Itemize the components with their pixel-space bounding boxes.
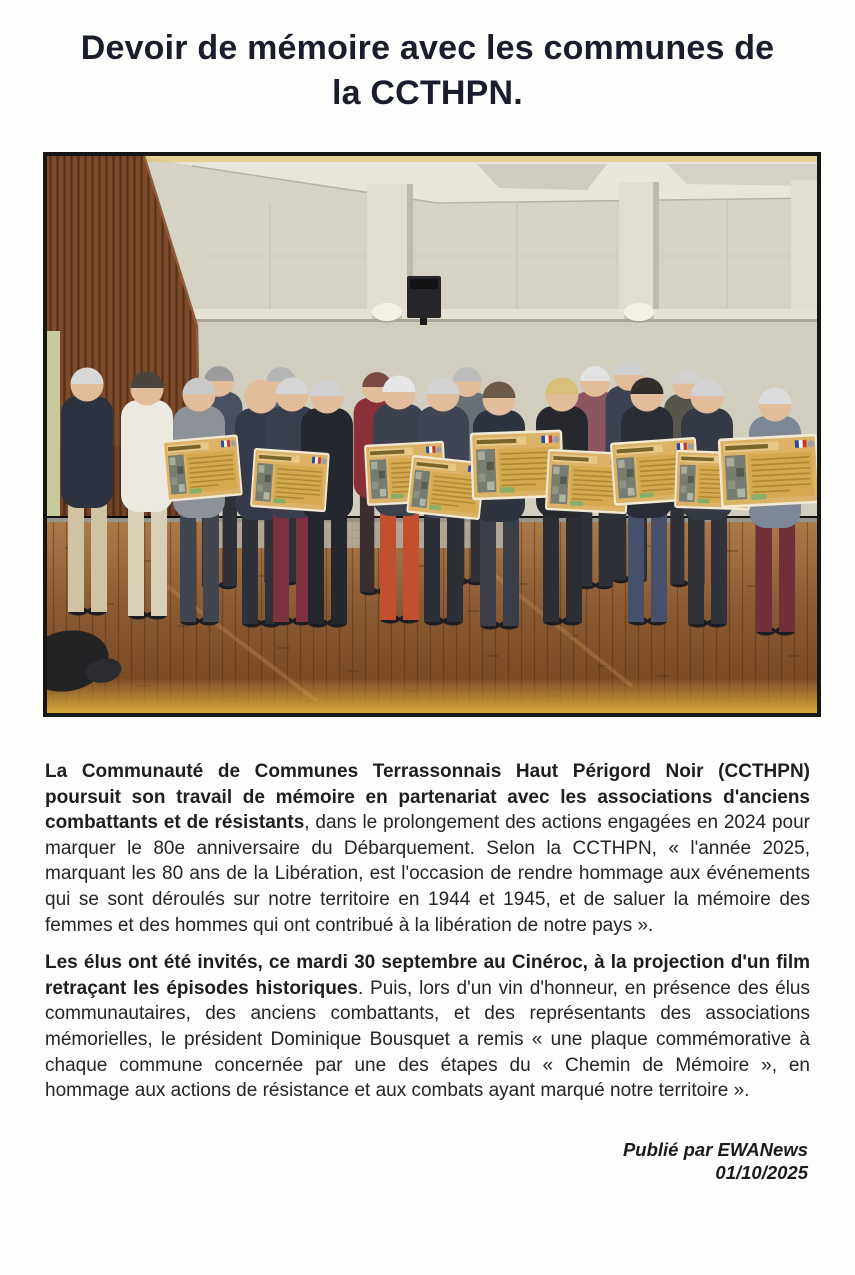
article-page <box>45 26 810 1184</box>
article-body <box>45 759 810 1104</box>
article-paragraph-1 <box>45 759 810 938</box>
speaker-icon <box>407 276 441 325</box>
side-door-strip <box>47 331 60 521</box>
photo-frame <box>43 152 821 717</box>
paragraph-2-lead: Les élus ont été invités, ce mardi 30 septembre au Cinéroc, à la projection d'un film retraçant les épisodes historiques <box>45 952 810 999</box>
page-title: Devoir de mémoire avec les communes de la CCTHPN. <box>80 29 775 112</box>
article-photo <box>47 156 817 713</box>
sconce-light-left <box>372 303 402 323</box>
sconce-light-right <box>624 303 654 323</box>
article-paragraph-2 <box>45 950 810 1104</box>
publish-date: 01/10/2025 <box>715 1161 808 1183</box>
paragraph-1-lead: La Communauté de Communes Terrassonnais Haut Périgord Noir (CCTHPN) poursuit son travail de mémoire en partenariat avec les associations d'anciens combattants et de résistants <box>45 761 810 834</box>
paragraph-1-text: , dans le prolongement des actions engagées en 2024 pour marquer le 80e anniversaire du Débarquement. Selon la CCTHPN, « l'année 2025, marquant les 80 ans de la Libération, est l'occasion de rendre hommage aux événements qui se sont déroulés sur notre territoire en 1944 et 1945, et de saluer la mémoire des femmes et des hommes qui ont contribué à la libération de notre pays ». <box>45 812 810 936</box>
paragraph-2-text: . Puis, lors d'un vin d'honneur, en présence des élus communautaires, des anciens combattants, et des représentants des associations mémorielles, le président Dominique Bousquet a remis « une plaque commémorative à chaque commune concernée par une des étapes du « Chemin de Mémoire », en hommage aux actions de résistance et aux combats ayant marqué notre territoire ». <box>45 977 810 1102</box>
publish-footer <box>45 1138 810 1184</box>
published-by: Publié par EWANews <box>622 1138 808 1160</box>
